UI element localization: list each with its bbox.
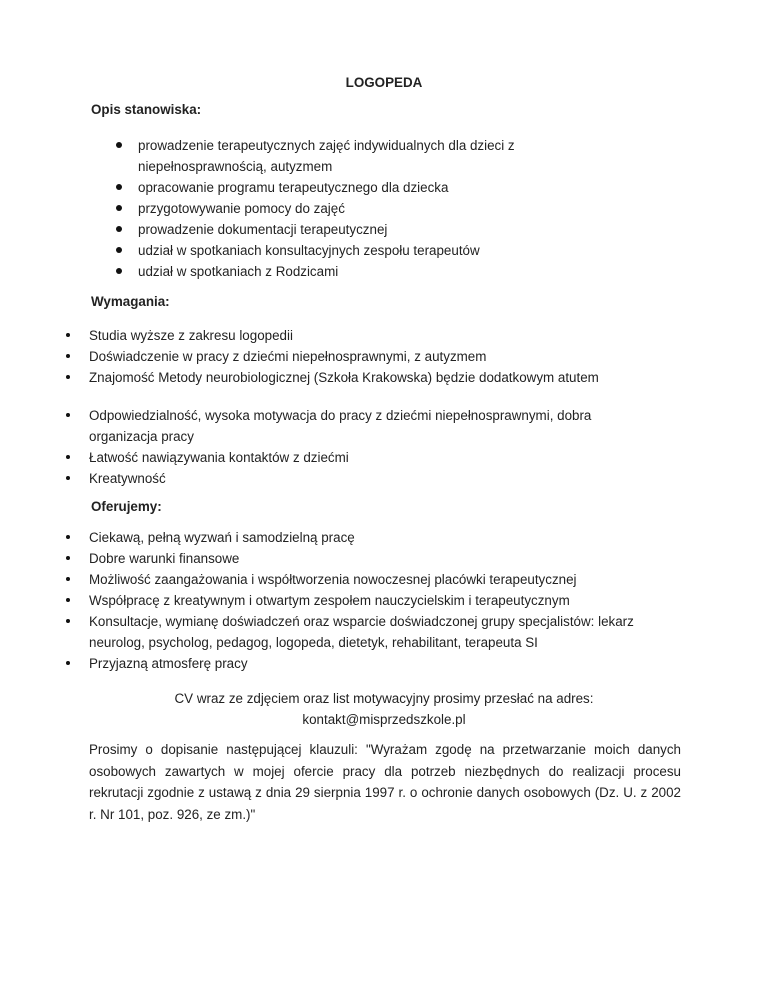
consent-clause: Prosimy o dopisanie następującej klauzuli: "Wyrażam zgodę na przetwarzanie moich danych osobowych zawartych w mojej ofercie pracy dla potrzeb niezbędnych do realizacji procesu rekrutacji zgodnie z ustawą z dnia 29 sierpnia 1997 r. o ochronie danych osobowych (Dz. U. z 2002 r. Nr 101, poz. 926, ze zm.)"	[89, 742, 681, 822]
bullet-icon	[116, 184, 122, 190]
list-item: prowadzenie terapeutycznych zajęć indywidualnych dla dzieci z niepełnosprawnością, autyzmem	[138, 135, 578, 177]
bullet-icon	[66, 455, 70, 459]
bullet-icon	[116, 268, 122, 274]
bullet-icon	[66, 598, 70, 602]
list-item: Kreatywność	[89, 468, 649, 489]
bullet-icon	[116, 226, 122, 232]
list-item: Możliwość zaangażowania i współtworzenia nowoczesnej placówki terapeutycznej	[89, 569, 689, 590]
bullet-icon	[66, 413, 70, 417]
list-item: prowadzenie dokumentacji terapeutycznej	[138, 219, 578, 240]
list-item: przygotowywanie pomocy do zajęć	[138, 198, 578, 219]
bullet-icon	[66, 354, 70, 358]
contact-email: kontakt@misprzedszkole.pl	[302, 712, 466, 727]
page-title: LOGOPEDA	[345, 75, 423, 90]
list-item: Studia wyższe z zakresu logopedii	[89, 325, 689, 346]
bullet-icon	[66, 535, 70, 539]
bullet-icon	[66, 661, 70, 665]
list-item: Konsultacje, wymianę doświadczeń oraz wsparcie doświadczonej grupy specjalistów: lekarz neurolog, psycholog, pedagog, logopeda, dietetyk, rehabilitant, terapeuta SI	[89, 611, 689, 653]
list-item: Przyjazną atmosferę pracy	[89, 653, 689, 674]
bullet-icon	[66, 577, 70, 581]
list-item: udział w spotkaniach konsultacyjnych zespołu terapeutów	[138, 240, 578, 261]
wymagania-heading: Wymagania:	[91, 294, 170, 309]
bullet-icon	[66, 556, 70, 560]
bullet-icon	[116, 142, 122, 148]
opis-list	[138, 135, 578, 282]
list-item: udział w spotkaniach z Rodzicami	[138, 261, 578, 282]
wymagania-list-b	[89, 405, 649, 489]
bullet-icon	[66, 619, 70, 623]
list-item: Współpracę z kreatywnym i otwartym zespołem nauczycielskim i terapeutycznym	[89, 590, 689, 611]
contact-instructions: CV wraz ze zdjęciem oraz list motywacyjny prosimy przesłać na adres:	[174, 691, 594, 706]
bullet-icon	[66, 476, 70, 480]
oferujemy-list	[89, 527, 689, 674]
wymagania-list-a	[89, 325, 689, 388]
list-item: opracowanie programu terapeutycznego dla dziecka	[138, 177, 578, 198]
list-item: Ciekawą, pełną wyzwań i samodzielną pracę	[89, 527, 689, 548]
oferujemy-heading: Oferujemy:	[91, 499, 162, 514]
bullet-icon	[116, 205, 122, 211]
list-item: Odpowiedzialność, wysoka motywacja do pracy z dziećmi niepełnosprawnymi, dobra organizacja pracy	[89, 405, 649, 447]
list-item: Znajomość Metody neurobiologicznej (Szkoła Krakowska) będzie dodatkowym atutem	[89, 367, 689, 388]
bullet-icon	[66, 375, 70, 379]
bullet-icon	[116, 247, 122, 253]
list-item: Dobre warunki finansowe	[89, 548, 689, 569]
list-item: Doświadczenie w pracy z dziećmi niepełnosprawnymi, z autyzmem	[89, 346, 689, 367]
bullet-icon	[66, 333, 70, 337]
opis-heading: Opis stanowiska:	[91, 102, 202, 117]
list-item: Łatwość nawiązywania kontaktów z dziećmi	[89, 447, 649, 468]
